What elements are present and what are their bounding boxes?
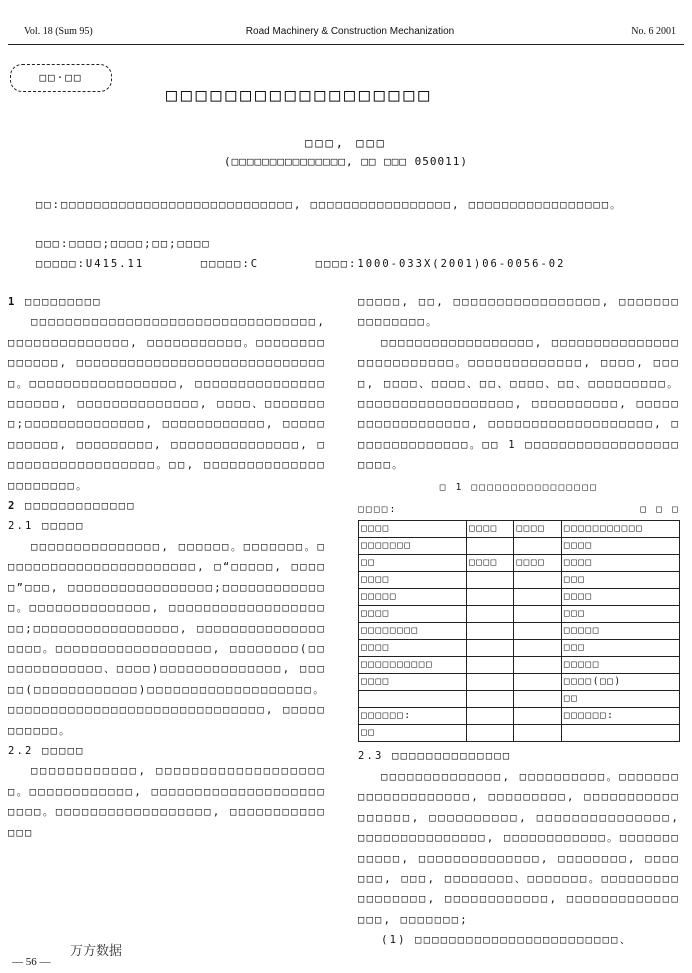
table-row	[359, 640, 680, 657]
continued-paragraph: □□□□□, □□, □□□□□□□□□□□□□□□□□, □□□□□□□□□□□□□□□。	[358, 296, 680, 329]
table-cell	[359, 691, 467, 708]
section-2-3-paragraph: □□□□□□□□□□□□□□, □□□□□□□□□□。□□□□□□□□□□□□□□□□□□□□, □□□□□□□□□, □□□□□□□□□□□□□□□□□, □□□□□□□□□□, □□□□□□□□□□□□□□□, □□□□□□□□□□□□□□□, □□□□□□□□□□□□。□□□□□□□□□□□□, □□□□□□□□□□□□□□, □□□□□□□□, □□□□□□□, □□□, □□□□□□□□、□□□□□□□。□□□□□□□□□□□□□□□□□, □□□□□□□□□□□□, □□□□□□□□□□□□□□□□, □□□□□□□;	[358, 770, 680, 926]
clc-number: □□□□□:U415.11	[36, 258, 145, 270]
issue-label: No. 6 2001	[631, 26, 676, 37]
section-2-3-item-1: (1) □□□□□□□□□□□□□□□□□□□□□□□□、	[381, 934, 633, 947]
table-meta-left: □□□□:	[358, 504, 398, 516]
table-cell: □□□□	[561, 555, 679, 572]
column-stamp: □□·□□	[10, 64, 112, 92]
table-cell	[514, 657, 561, 674]
table-row	[359, 589, 680, 606]
table-meta-right: □ □ □	[640, 504, 680, 516]
table-cell	[467, 691, 514, 708]
keywords: □□□:□□□□;□□□□;□□;□□□□	[36, 238, 211, 250]
table-cell	[467, 538, 514, 555]
table-row	[359, 623, 680, 640]
classification-line	[36, 254, 662, 274]
table-cell: □□□□□□□	[359, 538, 467, 555]
table-cell	[467, 708, 514, 725]
table-cell	[514, 572, 561, 589]
section-2-3-heading: 2.3 □□□□□□□□□□□□□□	[358, 750, 512, 763]
table-row	[359, 538, 680, 555]
table-row	[359, 606, 680, 623]
affiliation-line: (□□□□□□□□□□□□□□□, □□ □□□ 050011)	[224, 155, 468, 168]
table-cell	[514, 606, 561, 623]
abstract: □□:□□□□□□□□□□□□□□□□□□□□□□□□□□□□, □□□□□□□□□□□□□□□□□, □□□□□□□□□□□□□□□□□。	[36, 199, 623, 211]
header-rule	[8, 44, 684, 45]
table-cell: □□□□	[359, 521, 467, 538]
table-cell: □□□□□□□□□□	[359, 657, 467, 674]
table-cell: □□□□	[359, 640, 467, 657]
table-cell	[467, 640, 514, 657]
table-cell: □□□□□□□□	[359, 623, 467, 640]
table-cell	[514, 640, 561, 657]
left-column	[8, 292, 326, 843]
table-cell	[467, 589, 514, 606]
table-cell: □□□□	[467, 555, 514, 572]
table-cell: □□□□	[359, 674, 467, 691]
table-cell	[467, 606, 514, 623]
table-row	[359, 725, 680, 742]
table-meta	[358, 500, 680, 520]
table-cell	[467, 657, 514, 674]
document-code: □□□□□:C	[200, 258, 260, 270]
table-row	[359, 555, 680, 572]
volume-label: Vol. 18 (Sum 95)	[24, 26, 93, 37]
table-cell	[467, 674, 514, 691]
table-cell: □□□□	[514, 521, 561, 538]
author-line: □□□, □□□	[305, 136, 387, 150]
table-cell: □□□□	[359, 606, 467, 623]
table-cell	[467, 572, 514, 589]
paragraph-2: □□□□□□□□□□□□□□□□□□, □□□□□□□□□□□□□□□□□□□□□□□□□□。□□□□□□□□□□□□□, □□□□, □□□□, □□□□、□□□□、□□、□□□□、□□、□□□□□□□□□。□□□□□□□□□□□□□□□□□□, □□□□□□□□□□, □□□□□□□□□□□□□□□□□□, □□□□□□□□□□□□□□□□□□□, □□□□□□□□□□□□□□。□□ 1 □□□□□□□□□□□□□□□□□□□□□□。	[358, 336, 680, 472]
section-2-1-heading: 2.1 □□□□□	[8, 520, 85, 533]
journal-name: Road Machinery & Construction Mechanization	[245, 26, 455, 37]
data-table	[358, 520, 680, 742]
table-cell: □□	[359, 555, 467, 572]
table-cell: □□□	[561, 606, 679, 623]
table-cell: □□□□□□:	[561, 708, 679, 725]
table-row	[359, 657, 680, 674]
table-cell: □□□□□	[561, 623, 679, 640]
table-cell: □□□□	[561, 589, 679, 606]
page-number: — 56 —	[12, 956, 51, 968]
section-2-2-paragraph: □□□□□□□□□□□□, □□□□□□□□□□□□□□□□□□□□。□□□□□□□□□□□□, □□□□□□□□□□□□□□□□□□□□□□□□。□□□□□□□□□□□□□□□□□□, □□□□□□□□□□□□□□	[8, 765, 326, 839]
section-1-heading: 1 □□□□□□□□□	[8, 296, 102, 308]
article-id: □□□□:1000-033X(2001)06-0056-02	[315, 258, 566, 270]
article-title: □□□□□□□□□□□□□□□□□□	[166, 85, 434, 106]
table-cell	[514, 538, 561, 555]
table-cell	[514, 623, 561, 640]
table-cell	[514, 691, 561, 708]
table-cell: □□□□□	[561, 657, 679, 674]
table-cell: □□□□	[561, 538, 679, 555]
table-cell: □□□□(□□)	[561, 674, 679, 691]
table-caption: □ 1 □□□□□□□□□□□□□□□□	[439, 481, 599, 493]
table-cell: □□□□□	[359, 589, 467, 606]
table-cell: □□	[561, 691, 679, 708]
table-row	[359, 572, 680, 589]
table-cell: □□□□□□:	[359, 708, 467, 725]
running-header	[24, 26, 676, 40]
table-cell: □□	[359, 725, 467, 742]
table-row	[359, 521, 680, 538]
table-cell: □□□	[561, 640, 679, 657]
section-1-paragraph: □□□□□□□□□□□□□□□□□□□□□□□□□□□□□□□□□, □□□□□□□□□□□□□□, □□□□□□□□□□□。□□□□□□□□□□□□□□, □□□□□□□□□□□□□□□□□□□□□□□□□□□□□□。□□□□□□□□□□□□□□□□□, □□□□□□□□□□□□□□□□□□□□□, □□□□□□□□□□□□□□, □□□□、□□□□□□□□;□□□□□□□□□□□□□□, □□□□□□□□□□□□, □□□□□□□□□□□, □□□□□□□□□, □□□□□□□□□□□□□□□, □□□□□□□□□□□□□□□□□□。□□, □□□□□□□□□□□□□□□□□□□□□□。	[8, 316, 326, 492]
table-cell	[514, 674, 561, 691]
table-cell: □□□□	[359, 572, 467, 589]
table-cell: □□□□	[467, 521, 514, 538]
table-cell: □□□□	[514, 555, 561, 572]
table-cell	[467, 725, 514, 742]
table-cell	[514, 589, 561, 606]
section-2-2-heading: 2.2 □□□□□	[8, 744, 85, 757]
section-2-heading: 2 □□□□□□□□□□□□□	[8, 500, 136, 513]
table-row	[359, 708, 680, 725]
right-column	[358, 292, 680, 951]
table-row	[359, 691, 680, 708]
table-row	[359, 674, 680, 691]
table-cell: □□□□□□□□□□□	[561, 521, 679, 538]
table-cell	[514, 708, 561, 725]
table-cell: □□□	[561, 572, 679, 589]
section-2-1-paragraph: □□□□□□□□□□□□□□□, □□□□□□。□□□□□□□。□□□□□□□□□□□□□□□□□□□□□□□, □“□□□□□, □□□□□”□□□, □□□□□□□□□□□□□□□□□;□□□□□□□□□□□□□。□□□□□□□□□□□□□□, □□□□□□□□□□□□□□□□□□□□;□□□□□□□□□□□□□□□□□, □□□□□□□□□□□□□□□□□□□。□□□□□□□□□□□□□□□□□□, □□□□□□□□(□□□□□□□□□□□□□、□□□□)□□□□□□□□□□□□□□, □□□□□(□□□□□□□□□□□□)□□□□□□□□□□□□□□□□□□□。□□□□□□□□□□□□□□□□□□□□□□□□□□□□□□, □□□□□□□□□□□。	[8, 540, 326, 737]
table-cell	[467, 623, 514, 640]
table-cell	[561, 725, 679, 742]
watermark: 万方数据	[70, 944, 123, 959]
table-cell	[514, 725, 561, 742]
